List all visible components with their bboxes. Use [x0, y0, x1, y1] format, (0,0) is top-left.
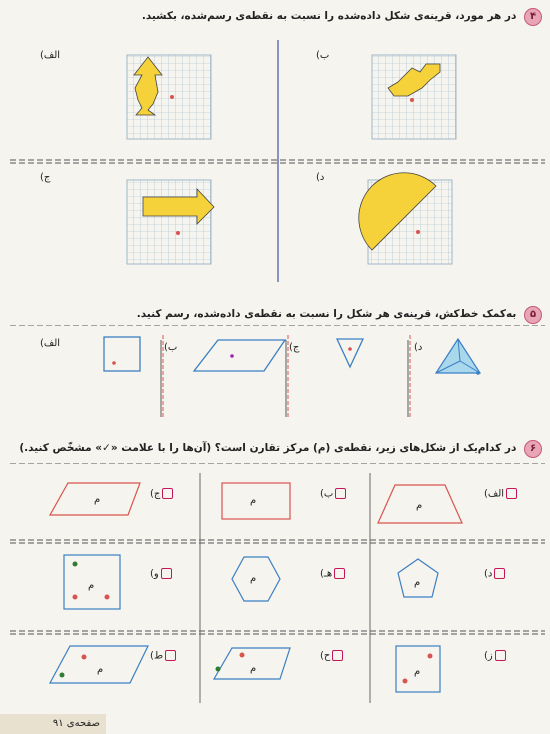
q4-label-d: د)	[316, 172, 325, 183]
q5-label-b: ب)	[164, 342, 178, 353]
q4-label-c: ج)	[40, 172, 51, 183]
center-label-he: م	[250, 573, 257, 584]
option-dal[interactable]: د)	[484, 568, 505, 580]
center-label-jim: م	[94, 494, 101, 505]
question-4-number: ۴	[524, 8, 542, 26]
checkbox-icon[interactable]	[334, 568, 345, 579]
question-4-text: در هر مورد، قرینه‌ی شکل داده‌شده را نسبت به نقطه‌ی رسم‌شده، بکشید.	[141, 10, 517, 22]
q5-square	[104, 337, 140, 371]
grid-b	[372, 55, 456, 139]
center-label-dal: م	[414, 577, 421, 588]
center-label-alef: م	[416, 500, 423, 511]
option-be[interactable]: ب)	[320, 488, 346, 500]
checkbox-icon[interactable]	[162, 488, 173, 499]
question-5-number: ۵	[524, 306, 542, 324]
checkbox-icon[interactable]	[495, 650, 506, 661]
center-label-vav: م	[88, 580, 95, 591]
page-footer: صفحه‌ی ۹۱	[0, 714, 106, 734]
center-label-he2: م	[250, 663, 257, 674]
option-he[interactable]: هـ)	[320, 568, 345, 580]
center-label-ze: م	[414, 666, 421, 677]
question-6-title	[19, 440, 542, 458]
option-he2[interactable]: ح)	[320, 650, 343, 662]
center-label-be: م	[250, 495, 257, 506]
q4-label-a: الف)	[40, 50, 61, 61]
question-6-number: ۶	[524, 440, 542, 458]
checkbox-icon[interactable]	[335, 488, 346, 499]
checkbox-icon[interactable]	[332, 650, 343, 661]
center-label-ta: م	[97, 664, 104, 675]
option-ta[interactable]: ط)	[150, 650, 176, 662]
center-dot-a	[170, 95, 174, 99]
option-jim[interactable]: ج)	[150, 488, 173, 500]
option-alef[interactable]: الف)	[484, 488, 517, 500]
q5-label-c: ج)	[289, 342, 300, 353]
q5-label-d: د)	[414, 342, 423, 353]
checkbox-icon[interactable]	[494, 568, 505, 579]
q5-triangle	[337, 339, 363, 367]
q6-figures	[0, 463, 550, 708]
q5-parallelogram	[194, 340, 285, 371]
center-dot-b	[410, 98, 414, 102]
checkbox-icon[interactable]	[161, 568, 172, 579]
question-5-text: به‌کمک خط‌کش، قرینه‌ی هر شکل را نسبت به نقطه‌ی داده‌شده، رسم کنید.	[136, 308, 517, 320]
center-dot-c	[176, 231, 180, 235]
center-dot-d	[416, 230, 420, 234]
q5-figures	[0, 325, 550, 435]
q5-label-a: الف)	[40, 338, 61, 349]
q4-label-b: ب)	[316, 50, 330, 61]
option-vav[interactable]: و)	[150, 568, 172, 580]
question-5-title	[137, 306, 542, 324]
question-6-text: در کدام‌یک از شکل‌های زیر، نقطه‌ی (م) مرکز تقارن است؟ (آن‌ها را با علامت «✓» مشخّص کنید.)	[19, 442, 517, 454]
q4-figures	[0, 0, 550, 300]
option-ze[interactable]: ز)	[484, 650, 506, 662]
checkbox-icon[interactable]	[165, 650, 176, 661]
checkbox-icon[interactable]	[506, 488, 517, 499]
